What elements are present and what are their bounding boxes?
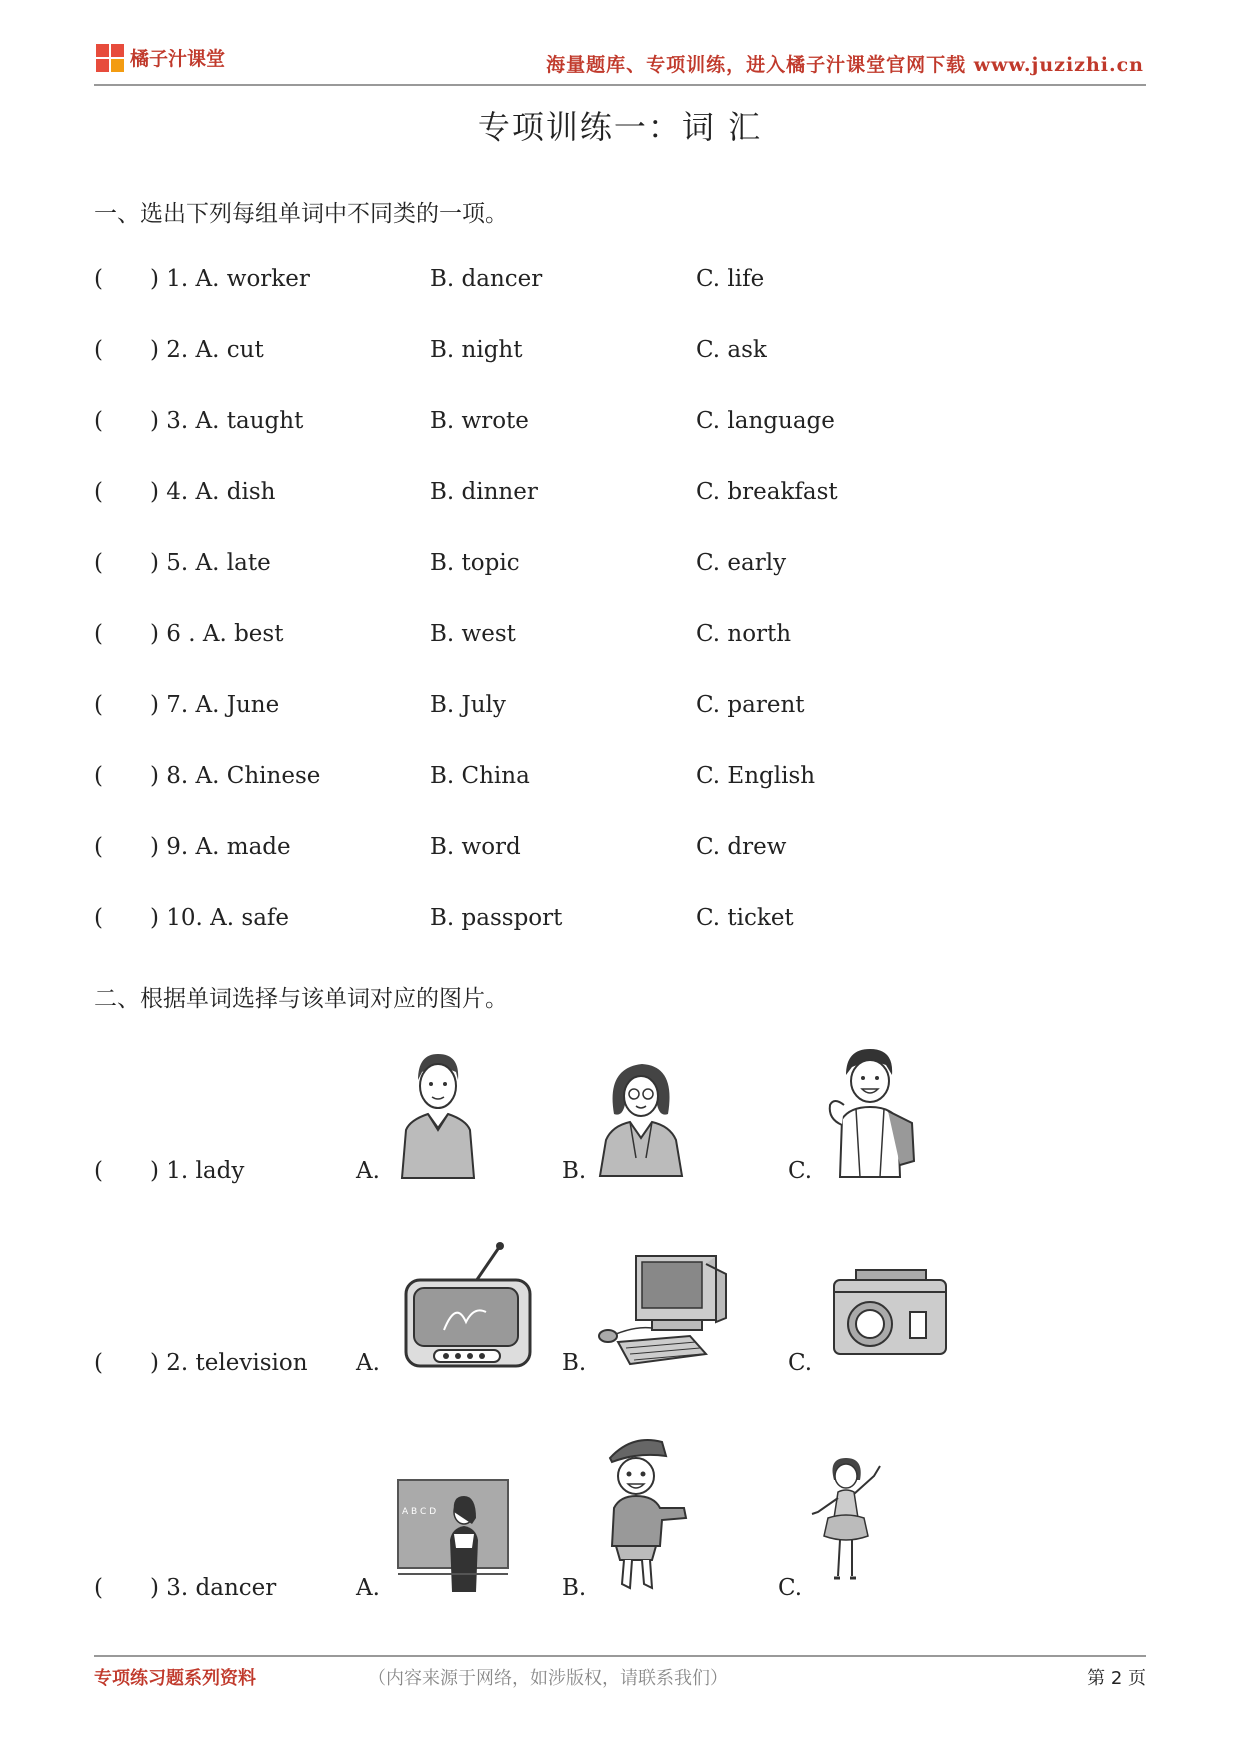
question-option-c: C. language [696, 408, 835, 434]
question-option-b: B. wrote [430, 408, 529, 434]
question-option-a: ) 6 . A. best [150, 621, 284, 647]
question-option-a: ) 8. A. Chinese [150, 763, 321, 789]
picture-question-word: ) 2. television [150, 1350, 308, 1376]
question-option-a: ) 2. A. cut [150, 337, 264, 363]
answer-blank[interactable]: ( [94, 763, 103, 789]
police-woman-picture-icon[interactable] [592, 1428, 692, 1592]
question-option-c: C. ticket [696, 905, 794, 931]
question-option-a: ) 10. A. safe [150, 905, 290, 931]
section-2-heading: 二、根据单词选择与该单词对应的图片。 [94, 986, 508, 1012]
section-1-heading: 一、选出下列每组单词中不同类的一项。 [94, 201, 508, 227]
picture-question-word: ) 3. dancer [150, 1575, 277, 1601]
answer-blank[interactable]: ( [94, 479, 103, 505]
question-option-b: B. passport [430, 905, 563, 931]
page-number: 第 2 页 [1087, 1668, 1146, 1689]
question-option-a: ) 9. A. made [150, 834, 291, 860]
question-option-b: B. dancer [430, 266, 543, 292]
question-option-c: C. parent [696, 692, 805, 718]
picture-option-b-label: B. [562, 1350, 587, 1376]
footer-divider [94, 1655, 1146, 1657]
question-option-c: C. life [696, 266, 765, 292]
header-slogan: 海量题库、专项训练，进入橘子汁课堂官网下载 www.juzizhi.cn [546, 54, 1144, 76]
lady-with-glasses-picture-icon[interactable] [596, 1058, 686, 1178]
header-divider [94, 84, 1146, 86]
question-option-c: C. early [696, 550, 787, 576]
footer-series-label: 专项练习题系列资料 [94, 1668, 256, 1689]
answer-blank[interactable]: ( [94, 408, 103, 434]
question-option-c: C. English [696, 763, 816, 789]
brand-logo-icon [96, 44, 124, 72]
television-picture-icon[interactable] [400, 1240, 536, 1376]
question-option-c: C. ask [696, 337, 767, 363]
answer-blank[interactable]: ( [94, 621, 103, 647]
picture-option-b-label: B. [562, 1158, 587, 1184]
answer-blank[interactable]: ( [94, 834, 103, 860]
page-title: 专项训练一：词 汇 [477, 108, 763, 146]
question-option-b: B. night [430, 337, 523, 363]
question-option-c: C. drew [696, 834, 787, 860]
question-option-c: C. north [696, 621, 792, 647]
question-option-b: B. topic [430, 550, 520, 576]
question-option-b: B. July [430, 692, 506, 718]
question-option-b: B. west [430, 621, 516, 647]
blackboard-text: A B C D [402, 1507, 437, 1517]
picture-option-a-label: A. [356, 1350, 380, 1376]
question-option-a: ) 5. A. late [150, 550, 271, 576]
picture-option-b-label: B. [562, 1575, 587, 1601]
brand-name: 橘子汁课堂 [130, 48, 226, 70]
answer-blank[interactable]: ( [94, 550, 103, 576]
boy-with-backpack-picture-icon[interactable] [820, 1045, 920, 1179]
answer-blank[interactable]: ( [94, 1350, 103, 1376]
footer-copyright-note: （内容来源于网络，如涉版权，请联系我们） [368, 1668, 728, 1689]
teacher-at-blackboard-picture-icon[interactable] [396, 1478, 510, 1594]
picture-option-c-label: C. [788, 1158, 813, 1184]
answer-blank[interactable]: ( [94, 692, 103, 718]
answer-blank[interactable]: ( [94, 905, 103, 931]
answer-blank[interactable]: ( [94, 337, 103, 363]
question-option-a: ) 3. A. taught [150, 408, 304, 434]
picture-option-c-label: C. [778, 1575, 803, 1601]
picture-option-c-label: C. [788, 1350, 813, 1376]
picture-question-word: ) 1. lady [150, 1158, 245, 1184]
answer-blank[interactable]: ( [94, 266, 103, 292]
question-option-a: ) 1. A. worker [150, 266, 310, 292]
picture-option-a-label: A. [356, 1575, 380, 1601]
question-option-a: ) 4. A. dish [150, 479, 276, 505]
question-option-b: B. China [430, 763, 530, 789]
question-option-b: B. word [430, 834, 521, 860]
picture-option-a-label: A. [356, 1158, 380, 1184]
answer-blank[interactable]: ( [94, 1158, 103, 1184]
question-option-b: B. dinner [430, 479, 538, 505]
question-option-c: C. breakfast [696, 479, 838, 505]
radio-picture-icon[interactable] [830, 1268, 950, 1358]
man-picture-icon[interactable] [396, 1050, 480, 1180]
computer-picture-icon[interactable] [596, 1250, 736, 1370]
answer-blank[interactable]: ( [94, 1575, 103, 1601]
dancing-girl-picture-icon[interactable] [808, 1452, 888, 1590]
question-option-a: ) 7. A. June [150, 692, 280, 718]
